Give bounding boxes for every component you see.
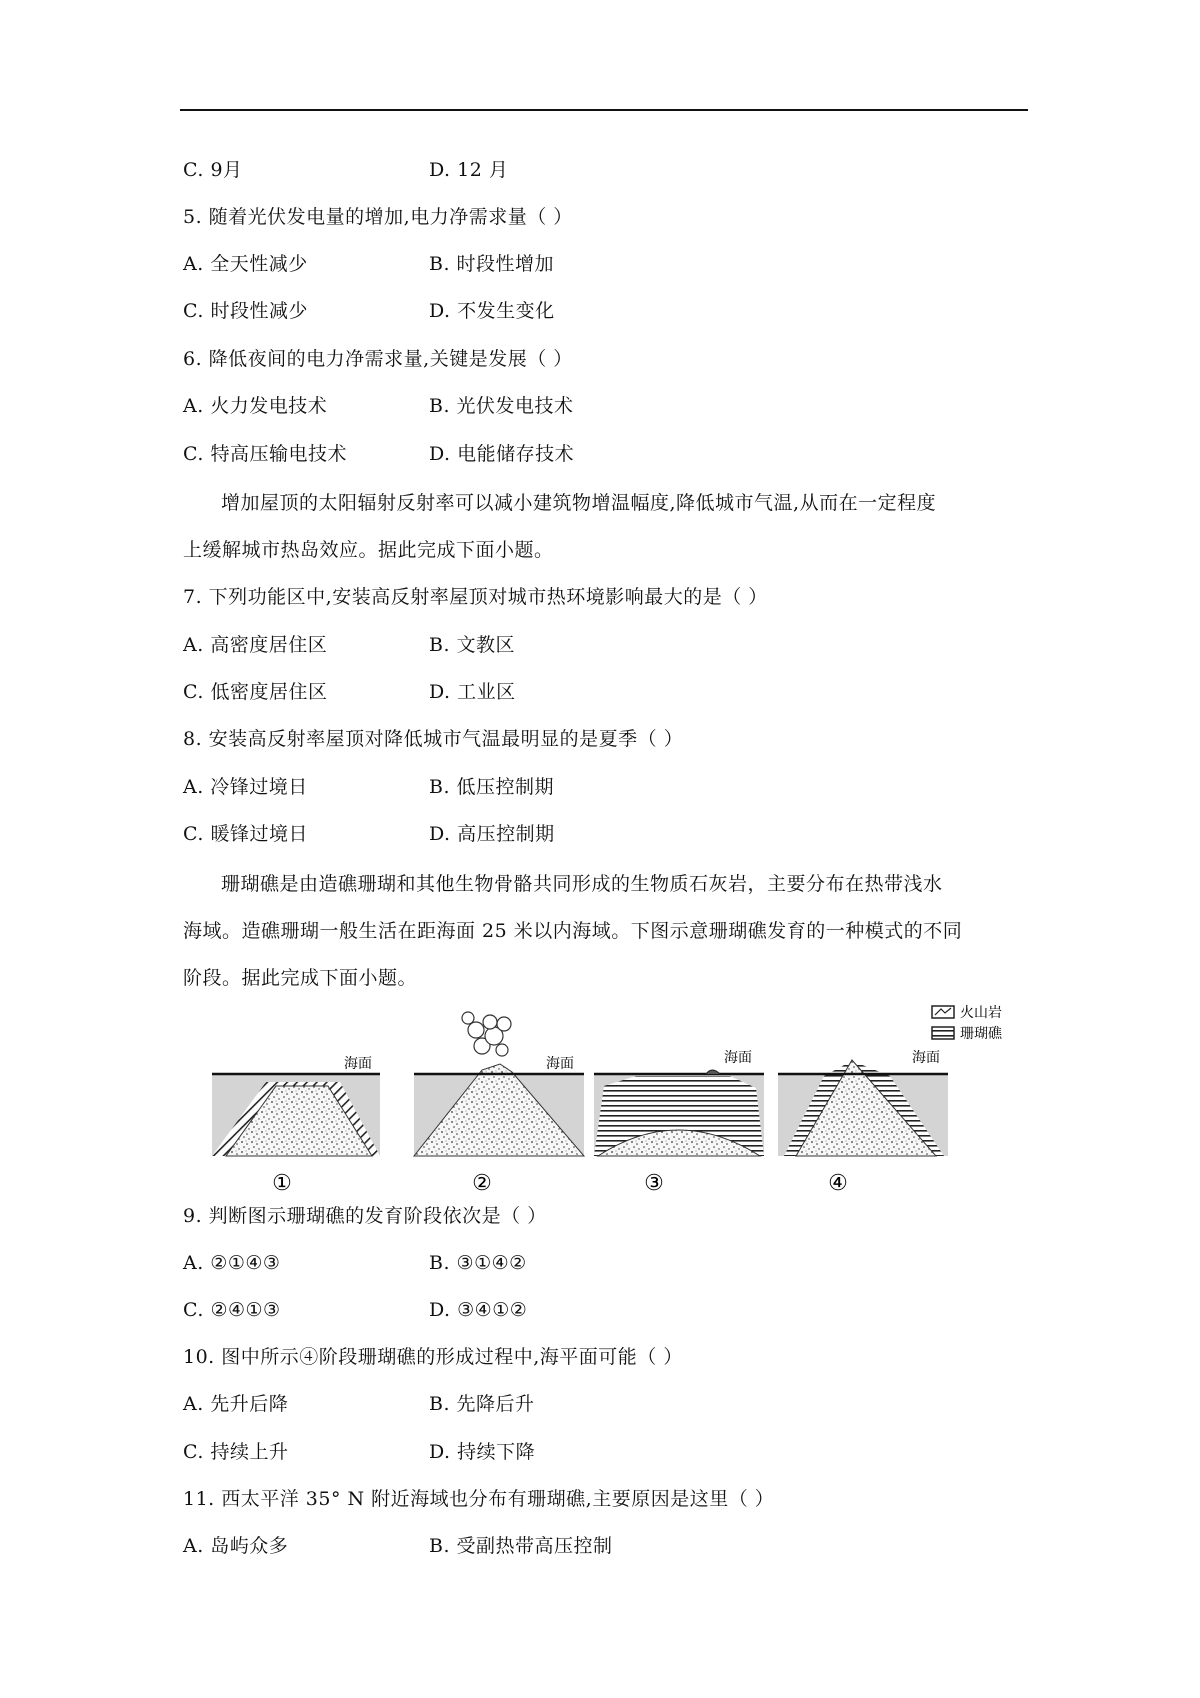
legend-volcanic: 火山岩 xyxy=(960,1005,1002,1021)
panel-label-4: ④ xyxy=(828,1171,848,1196)
option-a: A. 全天性减少 xyxy=(183,253,308,275)
option-a: A. 火力发电技术 xyxy=(183,395,328,417)
option-b: B. 光伏发电技术 xyxy=(429,395,574,417)
panel-label-2: ② xyxy=(472,1171,492,1196)
option-d: D. 电能储存技术 xyxy=(429,443,575,465)
option-c: C. 持续上升 xyxy=(183,1441,289,1463)
panel-3 xyxy=(594,1050,764,1156)
option-b: B. 受副热带高压控制 xyxy=(429,1535,613,1557)
q11-stem: 11. 西太平洋 35° N 附近海域也分布有珊瑚礁,主要原因是这里（ ） xyxy=(183,1488,775,1510)
passage2-line2: 海域。造礁珊瑚一般生活在距海面 25 米以内海域。下图示意珊瑚礁发育的一种模式的不同 xyxy=(183,920,963,942)
q9-stem: 9. 判断图示珊瑚礁的发育阶段依次是（ ） xyxy=(183,1205,547,1227)
option-b: B. 低压控制期 xyxy=(429,776,555,798)
option-c: C. 低密度居住区 xyxy=(183,681,328,703)
q7-stem: 7. 下列功能区中,安装高反射率屋顶对城市热环境影响最大的是（ ） xyxy=(183,586,768,608)
sea-label-1: 海面 xyxy=(344,1056,372,1072)
option-b: B. 文教区 xyxy=(429,634,516,656)
q8-stem: 8. 安装高反射率屋顶对降低城市气温最明显的是夏季（ ） xyxy=(183,728,684,750)
sea-label-3: 海面 xyxy=(724,1050,752,1066)
option-d: D. 12 月 xyxy=(429,159,509,181)
option-b: B. 时段性增加 xyxy=(429,253,555,275)
option-a: A. 岛屿众多 xyxy=(183,1535,289,1557)
sea-label-4: 海面 xyxy=(912,1050,940,1066)
option-d: D. 不发生变化 xyxy=(429,300,555,322)
passage1-line1: 增加屋顶的太阳辐射反射率可以减小建筑物增温幅度,降低城市气温,从而在一定程度 xyxy=(221,492,937,514)
option-c: C. 暖锋过境日 xyxy=(183,823,308,845)
option-a: A. 冷锋过境日 xyxy=(183,776,308,798)
option-c: C. 9月 xyxy=(183,159,243,181)
option-c: C. ②④①③ xyxy=(183,1299,281,1321)
legend-coral: 珊瑚礁 xyxy=(960,1026,1002,1042)
legend xyxy=(932,1004,1003,1042)
option-b: B. 先降后升 xyxy=(429,1393,535,1415)
panel-1 xyxy=(212,1056,380,1156)
coral-reef-swatch xyxy=(932,1027,954,1039)
panel-label-1: ① xyxy=(272,1171,292,1196)
header-rule xyxy=(180,109,1028,111)
option-d: D. 工业区 xyxy=(429,681,516,703)
option-b: B. ③①④② xyxy=(429,1252,527,1274)
passage2-line3: 阶段。据此完成下面小题。 xyxy=(183,967,418,989)
option-c: C. 特高压输电技术 xyxy=(183,443,347,465)
passage1-line2: 上缓解城市热岛效应。据此完成下面小题。 xyxy=(183,539,554,561)
q10-stem: 10. 图中所示④阶段珊瑚礁的形成过程中,海平面可能（ ） xyxy=(183,1346,683,1368)
q5-stem: 5. 随着光伏发电量的增加,电力净需求量（ ） xyxy=(183,206,573,228)
eruption-cloud-icon xyxy=(462,1012,511,1056)
coral-reef-figure xyxy=(200,1000,1020,1200)
option-d: D. 持续下降 xyxy=(429,1441,536,1463)
option-a: A. ②①④③ xyxy=(183,1252,281,1274)
sea-label-2: 海面 xyxy=(546,1056,574,1072)
option-c: C. 时段性减少 xyxy=(183,300,308,322)
option-a: A. 高密度居住区 xyxy=(183,634,328,656)
panel-4 xyxy=(778,1050,948,1156)
panel-2 xyxy=(414,1012,584,1156)
option-a: A. 先升后降 xyxy=(183,1393,289,1415)
q6-stem: 6. 降低夜间的电力净需求量,关键是发展（ ） xyxy=(183,348,573,370)
panel-label-3: ③ xyxy=(644,1171,664,1196)
option-d: D. ③④①② xyxy=(429,1299,528,1321)
passage2-line1: 珊瑚礁是由造礁珊瑚和其他生物骨骼共同形成的生物质石灰岩，主要分布在热带浅水 xyxy=(221,873,943,895)
option-d: D. 高压控制期 xyxy=(429,823,555,845)
